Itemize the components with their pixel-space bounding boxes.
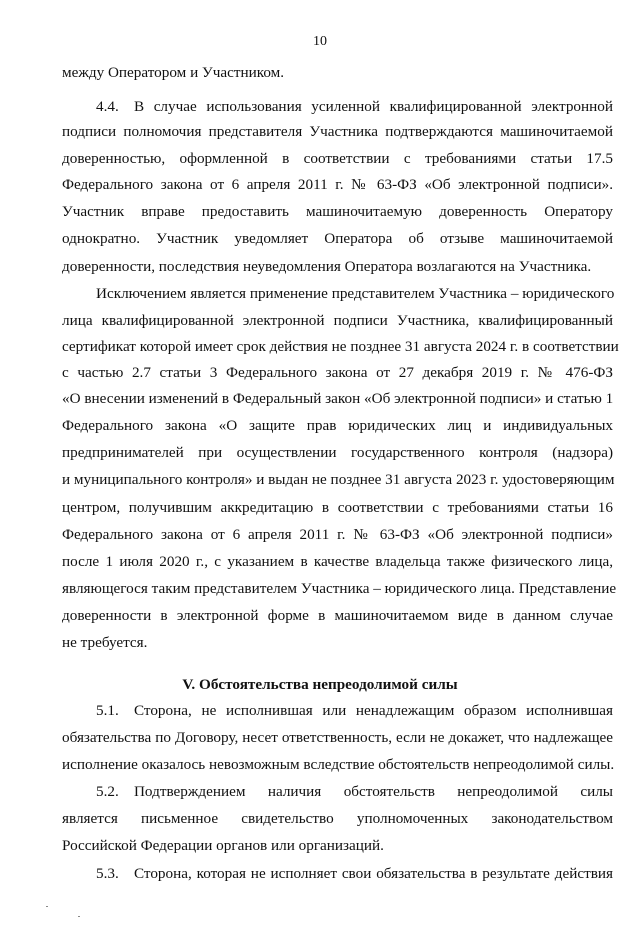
text-line: 4.4. В случае использования усиленной квалифицированной электронной — [96, 98, 613, 115]
text-line: исполнение оказалось невозможным вследствие обстоятельств непреодолимой силы. — [62, 756, 615, 773]
text-line: однократно. Участник уведомляет Оператора об отзыве машиночитаемой — [62, 230, 613, 247]
text-line: с частью 2.7 статьи 3 Федерального закона от 27 декабря 2019 г. № 476-ФЗ — [62, 364, 613, 381]
text-line: доверенностью, оформленной в соответствии с требованиями статьи 17.5 — [62, 150, 613, 167]
scan-speck — [46, 906, 48, 907]
text-line: и муниципального контроля» и выдан не позднее 31 августа 2023 г. удостоверяющим — [62, 471, 615, 488]
text-line: лица квалифицированной электронной подписи Участника, квалифицированный — [62, 312, 613, 329]
text-line: 5.3. Сторона, которая не исполняет свои обязательства в результате действия — [96, 865, 613, 882]
text-line: доверенности, последствия неуведомления Оператора возлагаются на Участника. — [62, 258, 592, 275]
text-line: обязательства по Договору, несет ответственность, если не докажет, что надлежащее — [62, 729, 613, 746]
text-line: после 1 июля 2020 г., с указанием в качестве владельца также физического лица, — [62, 553, 613, 570]
page-number: 10 — [313, 34, 327, 49]
text-line: доверенности в электронной форме в машиночитаемом виде в данном случае — [62, 607, 613, 624]
text-line: подписи полномочия представителя Участника подтверждаются машиночитаемой — [62, 123, 613, 140]
text-line: является письменное свидетельство уполномоченных законодательством — [62, 810, 613, 827]
scan-speck — [78, 916, 80, 917]
section-heading: V. Обстоятельства непреодолимой силы — [182, 676, 458, 693]
text-line: «О внесении изменений в Федеральный закон «Об электронной подписи» и статью 1 — [62, 390, 614, 407]
text-line: сертификат которой имеет срок действия не позднее 31 августа 2024 г. в соответствии — [62, 338, 619, 355]
text-line: Исключением является применение представителем Участника – юридического — [96, 285, 615, 302]
text-line: Российской Федерации органов или организаций. — [62, 837, 384, 854]
text-line: 5.2. Подтверждением наличия обстоятельств непреодолимой силы — [96, 783, 613, 800]
text-line: Федерального закона от 6 апреля 2011 г. № 63-ФЗ «Об электронной подписи». — [62, 176, 613, 193]
text-line: 5.1. Сторона, не исполнившая или ненадлежащим образом исполнившая — [96, 702, 613, 719]
text-line: центром, получившим аккредитацию в соответствии с требованиями статьи 16 — [62, 499, 613, 516]
text-line: не требуется. — [62, 634, 148, 651]
text-line: между Оператором и Участником. — [62, 64, 285, 81]
text-line: Федерального закона от 6 апреля 2011 г. № 63-ФЗ «Об электронной подписи» — [62, 526, 613, 543]
text-line: являющегося таким представителем Участника – юридического лица. Представление — [62, 580, 617, 597]
text-line: Федерального закона «О защите прав юридических лиц и индивидуальных — [62, 417, 613, 434]
text-line: предпринимателей при осуществлении государственного контроля (надзора) — [62, 444, 613, 461]
text-line: Участник вправе предоставить машиночитаемую доверенность Оператору — [62, 203, 613, 220]
